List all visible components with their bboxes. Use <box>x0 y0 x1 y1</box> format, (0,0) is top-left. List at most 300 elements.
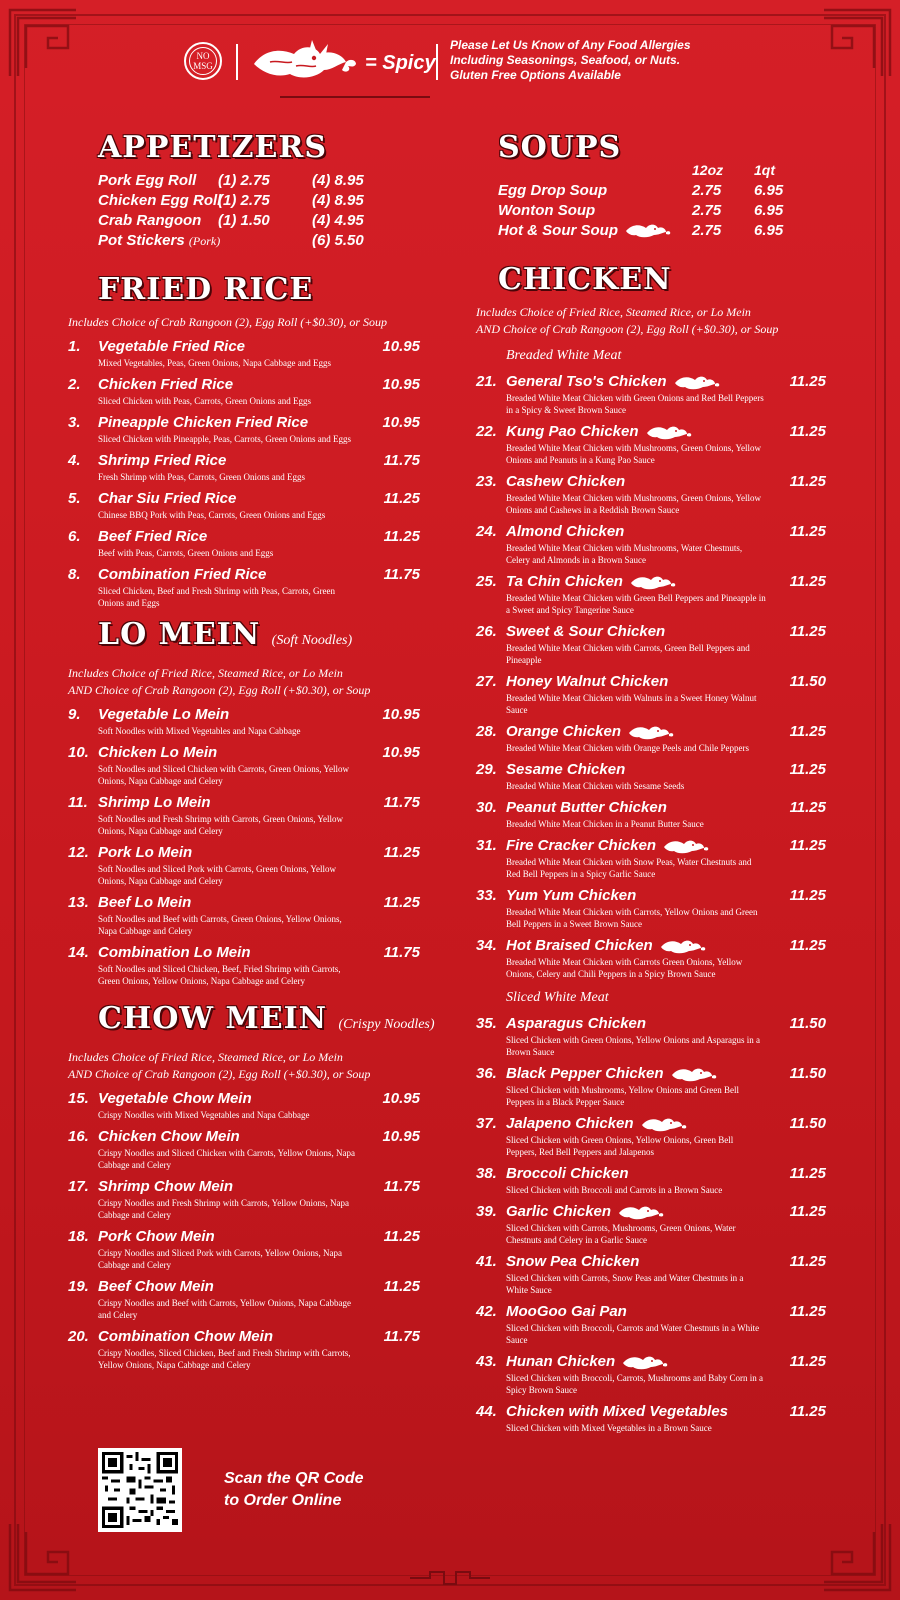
menu-item <box>476 1202 836 1246</box>
sliced-chicken-list <box>476 1014 836 1434</box>
item-price: 11.75 <box>383 1178 420 1195</box>
item-name: Beef Lo Mein <box>98 894 192 911</box>
item-description: Breaded White Meat Chicken with Mushrooms, Green Onions, Yellow Onions and Peanuts in a Kung Pao Sauce <box>506 443 762 465</box>
item-description: Breaded White Meat Chicken with Green Onions and Red Bell Peppers in a Spicy & Sweet Brown Sauce <box>506 393 764 415</box>
qr-code[interactable] <box>98 1448 182 1532</box>
item-description: Sliced Chicken with Mixed Vegetables in a Brown Sauce <box>506 1423 712 1433</box>
item-name: Sweet & Sour Chicken <box>506 623 666 640</box>
appetizer-name <box>68 191 222 209</box>
item-name: Asparagus Chicken <box>506 1015 647 1032</box>
soup-name-text: Egg Drop Soup <box>498 181 608 199</box>
menu-item <box>68 337 430 369</box>
item-name: Chicken Lo Mein <box>98 744 218 761</box>
menu-item <box>68 1177 430 1221</box>
item-name: Cashew Chicken <box>506 473 626 490</box>
item-price: 11.25 <box>383 528 420 545</box>
item-description: Mixed Vegetables, Peas, Green Onions, Napa Cabbage and Eggs <box>98 358 332 368</box>
item-price: 11.75 <box>383 1328 420 1345</box>
item-price: 11.25 <box>383 1278 420 1295</box>
item-name: Peanut Butter Chicken <box>506 799 667 816</box>
item-number: 30. <box>476 799 497 816</box>
item-number: 36. <box>476 1065 497 1082</box>
includes-line: Includes Choice of Fried Rice, Steamed Rice, or Lo Mein <box>68 1050 343 1064</box>
item-name: Garlic Chicken <box>506 1203 612 1220</box>
item-price: 11.25 <box>789 473 826 490</box>
appetizer-price-large: (4) 8.95 <box>312 171 364 189</box>
appetizer-name-text: Chicken Egg Roll <box>98 191 222 209</box>
soup-price-large: 6.95 <box>754 221 784 239</box>
item-description: Breaded White Meat Chicken with Carrots, Green Bell Peppers and Pineapple <box>506 643 750 665</box>
item-number: 41. <box>476 1253 497 1270</box>
scan-line: Scan the QR Code <box>224 1470 364 1487</box>
allergy-line: Including Seasonings, Seafood, or Nuts. <box>450 53 681 67</box>
item-row <box>98 843 430 863</box>
item-row <box>506 372 836 392</box>
item-name: Ta Chin Chicken <box>506 573 623 590</box>
item-name: Beef Fried Rice <box>98 528 208 545</box>
item-row <box>506 1352 836 1372</box>
item-number: 26. <box>476 623 497 640</box>
soup-name <box>476 221 692 239</box>
item-row <box>506 1164 836 1184</box>
item-description: Sliced Chicken with Pineapple, Peas, Carrots, Green Onions and Eggs <box>98 434 351 444</box>
menu-item <box>68 527 430 559</box>
item-description: Crispy Noodles and Sliced Pork with Carrots, Yellow Onions, Napa Cabbage and Celery <box>98 1248 342 1270</box>
item-name: MooGoo Gai Pan <box>506 1303 627 1320</box>
soup-price-large: 6.95 <box>754 181 784 199</box>
menu-item <box>476 1114 836 1158</box>
includes-line: AND Choice of Crab Rangoon (2), Egg Roll (+$0.30), or Soup <box>68 683 371 697</box>
menu-item <box>68 413 430 445</box>
item-number: 37. <box>476 1115 497 1132</box>
item-price: 11.25 <box>789 723 826 740</box>
spicy-legend: = Spicy <box>365 52 436 74</box>
item-row <box>98 1177 430 1197</box>
item-price: 10.95 <box>382 376 420 393</box>
item-price: 11.25 <box>789 1203 826 1220</box>
section-subtitle: (Crispy Noodles) <box>338 1017 435 1032</box>
item-price: 11.25 <box>789 761 826 778</box>
item-number: 43. <box>476 1353 497 1370</box>
item-name: Broccoli Chicken <box>506 1165 629 1182</box>
item-number: 19. <box>68 1278 89 1295</box>
size-label: 12oz <box>692 162 724 178</box>
item-name: Yum Yum Chicken <box>506 887 637 904</box>
item-name: Vegetable Chow Mein <box>98 1090 252 1107</box>
item-number: 3. <box>68 414 81 431</box>
appetizer-name <box>68 172 218 189</box>
soup-row <box>476 220 836 240</box>
appetizer-row <box>68 210 430 230</box>
item-description: Soft Noodles and Beef with Carrots, Green Onions, Yellow Onions, Napa Cabbage and Celery <box>98 914 342 936</box>
item-description: Breaded White Meat Chicken with Snow Peas, Water Chestnuts and Red Bell Peppers in a Spicy Garlic Sauce <box>506 857 752 879</box>
item-description: Sliced Chicken with Green Onions, Yellow Onions, Green Bell Peppers, Red Bell Peppers and Jalapenos <box>506 1135 734 1157</box>
section-title: CHICKEN <box>498 262 672 297</box>
corner-ornament <box>8 1522 78 1592</box>
soup-price-small: 2.75 <box>692 181 722 199</box>
appetizer-price-large: (6) 5.50 <box>312 231 364 249</box>
menu-item <box>68 793 430 837</box>
menu-item <box>68 743 430 787</box>
menu-item <box>476 1402 836 1434</box>
item-description: Breaded White Meat Chicken with Walnuts in a Sweet Honey Walnut Sauce <box>506 693 757 715</box>
item-row <box>506 622 836 642</box>
appetizer-name-text: Pot Stickers <box>98 231 185 249</box>
includes-note <box>68 1049 430 1083</box>
item-price: 10.95 <box>382 338 420 355</box>
item-number: 38. <box>476 1165 497 1182</box>
item-description: Sliced Chicken with Carrots, Mushrooms, Green Onions, Water Chestnuts and Celery in a Garlic Sauce <box>506 1223 736 1245</box>
allergy-line: Please Let Us Know of Any Food Allergies <box>450 38 691 52</box>
chicken-section <box>476 260 836 1434</box>
divider <box>236 44 238 80</box>
includes-line: AND Choice of Crab Rangoon (2), Egg Roll (+$0.30), or Soup <box>68 1067 371 1081</box>
menu-item <box>68 451 430 483</box>
appetizer-price-small: (1) 2.75 <box>218 191 270 209</box>
menu-item <box>476 722 836 754</box>
soup-row <box>476 200 836 220</box>
item-number: 28. <box>476 723 497 740</box>
item-row <box>98 375 430 395</box>
item-number: 11. <box>68 794 88 811</box>
dragon-spicy-icon <box>640 1115 688 1133</box>
item-row <box>98 1227 430 1247</box>
item-row <box>98 337 430 357</box>
item-description: Sliced Chicken with Peas, Carrots, Green Onions and Eggs <box>98 396 311 406</box>
item-price: 11.25 <box>789 799 826 816</box>
item-name: Orange Chicken <box>506 723 622 740</box>
item-row <box>506 1014 836 1034</box>
item-number: 8. <box>68 566 81 583</box>
soups-section <box>476 128 836 240</box>
item-number: 16. <box>68 1128 89 1145</box>
item-number: 20. <box>68 1328 89 1345</box>
includes-line: Includes Choice of Fried Rice, Steamed Rice, or Lo Mein <box>476 305 751 319</box>
item-price: 11.25 <box>383 1228 420 1245</box>
item-row <box>506 936 836 956</box>
appetizer-price-large: (4) 4.95 <box>312 211 364 229</box>
item-description: Breaded White Meat Chicken with Carrots Green Onions, Yellow Onions, Celery and Chili Peppers in a Spicy Brown Sauce <box>506 957 743 979</box>
item-description: Soft Noodles and Fresh Shrimp with Carrots, Green Onions, Yellow Onions, Napa Cabbage and Celery <box>98 814 343 836</box>
item-row <box>506 836 836 856</box>
corner-ornament <box>822 8 892 78</box>
item-price: 11.75 <box>383 794 420 811</box>
item-number: 5. <box>68 490 81 507</box>
item-row <box>506 1202 836 1222</box>
item-number: 15. <box>68 1090 89 1107</box>
appetizer-name-text: Pork Egg Roll <box>98 171 197 189</box>
item-number: 10. <box>68 744 89 761</box>
item-number: 24. <box>476 523 497 540</box>
item-price: 11.25 <box>789 887 826 904</box>
item-price: 11.50 <box>789 1065 826 1082</box>
fried-rice-section <box>68 270 430 609</box>
appetizer-price-small: (1) 2.75 <box>218 171 270 189</box>
dragon-spicy-icon <box>621 1353 669 1371</box>
dragon-spicy-icon <box>645 423 693 441</box>
soup-name <box>476 202 692 219</box>
item-description: Soft Noodles with Mixed Vegetables and Napa Cabbage <box>98 726 301 736</box>
item-row <box>98 893 430 913</box>
menu-item <box>476 836 836 880</box>
item-row <box>506 1252 836 1272</box>
soup-price-small: 2.75 <box>692 201 722 219</box>
item-description: Soft Noodles and Sliced Pork with Carrots, Green Onions, Yellow Onions, Napa Cabbage and Celery <box>98 864 336 886</box>
item-name: Shrimp Chow Mein <box>98 1178 233 1195</box>
item-price: 11.25 <box>383 844 420 861</box>
item-row <box>98 1089 430 1109</box>
item-row <box>506 422 836 442</box>
item-name: Pork Lo Mein <box>98 844 193 861</box>
menu-item <box>68 565 430 609</box>
item-name: Vegetable Lo Mein <box>98 706 230 723</box>
item-description: Sliced Chicken with Green Onions, Yellow Onions and Asparagus in a Brown Sauce <box>506 1035 760 1057</box>
soup-price-small: 2.75 <box>692 221 722 239</box>
subhead-breaded: Breaded White Meat <box>506 348 622 363</box>
chow-mein-section <box>68 999 435 1371</box>
item-price: 11.75 <box>383 452 420 469</box>
item-price: 11.25 <box>789 1403 826 1420</box>
item-price: 10.95 <box>382 414 420 431</box>
item-price: 11.25 <box>789 1353 826 1370</box>
menu-item <box>476 422 836 466</box>
size-label: 1qt <box>754 162 775 178</box>
item-number: 42. <box>476 1303 497 1320</box>
lo-mein-section <box>68 615 430 987</box>
item-row <box>506 1402 836 1422</box>
item-description: Crispy Noodles, Sliced Chicken, Beef and Fresh Shrimp with Carrots, Yellow Onions, Napa Cabbage and Celery <box>98 1348 351 1370</box>
item-price: 11.25 <box>789 523 826 540</box>
item-number: 25. <box>476 573 497 590</box>
item-price: 11.25 <box>789 1253 826 1270</box>
appetizer-price-small: (1) 1.50 <box>218 211 270 229</box>
item-number: 44. <box>476 1403 497 1420</box>
item-name: Combination Chow Mein <box>98 1328 273 1345</box>
soup-size-header <box>476 162 836 180</box>
section-title-text: CHOW MEIN <box>98 1001 328 1036</box>
menu-item <box>68 1227 430 1271</box>
item-description: Breaded White Meat Chicken with Carrots, Yellow Onions and Green Bell Peppers in a Sweet Brown Sauce <box>506 907 758 929</box>
item-price: 11.25 <box>789 1165 826 1182</box>
includes-note: Includes Choice of Crab Rangoon (2), Egg Roll (+$0.30), or Soup <box>68 315 388 329</box>
item-name: Pineapple Chicken Fried Rice <box>98 414 309 431</box>
no-msg-text: MSG <box>193 61 213 71</box>
item-name: Snow Pea Chicken <box>506 1253 640 1270</box>
item-price: 10.95 <box>382 744 420 761</box>
appetizer-note: (Pork) <box>188 233 221 248</box>
soups-list <box>476 180 836 240</box>
menu-item <box>476 1064 836 1108</box>
item-row <box>98 413 430 433</box>
menu-item <box>476 622 836 666</box>
item-row <box>98 1277 430 1297</box>
item-description: Crispy Noodles and Sliced Chicken with Carrots, Yellow Onions, Napa Cabbage and Celery <box>98 1148 355 1170</box>
item-name: General Tso's Chicken <box>506 373 667 390</box>
item-row <box>506 522 836 542</box>
appetizer-row <box>68 190 430 210</box>
item-number: 6. <box>68 528 81 545</box>
menu-item <box>68 1277 430 1321</box>
menu-item <box>476 1014 836 1058</box>
section-title-text: LO MEIN <box>98 617 261 652</box>
menu-item <box>476 572 836 616</box>
item-price: 11.50 <box>789 673 826 690</box>
dragon-spicy-icon <box>662 837 710 855</box>
dragon-spicy-icon <box>617 1203 665 1221</box>
item-row <box>98 705 430 725</box>
item-number: 21. <box>476 373 497 390</box>
section-title <box>68 999 435 1045</box>
menu-item <box>476 472 836 516</box>
section-subtitle: (Soft Noodles) <box>271 633 353 648</box>
menu-item <box>68 1327 430 1371</box>
dragon-spicy-icon <box>673 373 721 391</box>
item-row <box>98 489 430 509</box>
item-price: 11.25 <box>789 573 826 590</box>
menu-item <box>68 843 430 887</box>
item-number: 33. <box>476 887 497 904</box>
item-name: Combination Lo Mein <box>98 944 251 961</box>
menu-item <box>68 375 430 407</box>
item-price: 11.25 <box>789 623 826 640</box>
section-title: SOUPS <box>498 130 622 165</box>
no-msg-text: NO <box>196 51 210 61</box>
item-name: Kung Pao Chicken <box>506 423 639 440</box>
item-number: 14. <box>68 944 89 961</box>
item-price: 11.50 <box>789 1115 826 1132</box>
menu-item <box>476 522 836 566</box>
item-name: Hot Braised Chicken <box>506 937 653 954</box>
item-row <box>506 672 836 692</box>
item-row <box>98 1327 430 1347</box>
item-description: Chinese BBQ Pork with Peas, Carrots, Green Onions and Eggs <box>98 510 326 520</box>
item-name: Honey Walnut Chicken <box>506 673 669 690</box>
item-name: Almond Chicken <box>506 523 625 540</box>
right-column <box>476 128 836 1434</box>
item-name: Jalapeno Chicken <box>506 1115 634 1132</box>
section-title <box>68 615 430 661</box>
item-name: Char Siu Fried Rice <box>98 490 237 507</box>
item-row <box>98 943 430 963</box>
item-number: 29. <box>476 761 497 778</box>
item-row <box>506 1114 836 1134</box>
spacer <box>476 162 692 180</box>
item-price: 11.25 <box>789 423 826 440</box>
item-price: 11.75 <box>383 944 420 961</box>
subhead-sliced: Sliced White Meat <box>506 990 609 1005</box>
item-description: Breaded White Meat Chicken with Mushrooms, Green Onions, Yellow Onions and Cashews in a Reddish Brown Sauce <box>506 493 762 515</box>
item-name: Combination Fried Rice <box>98 566 267 583</box>
item-row <box>506 760 836 780</box>
includes-note <box>476 304 836 338</box>
menu-item <box>476 1252 836 1296</box>
dragon-spicy-icon <box>659 937 707 955</box>
includes-note <box>68 665 430 699</box>
item-row <box>506 886 836 906</box>
item-number: 2. <box>68 376 81 393</box>
item-row <box>506 472 836 492</box>
appetizers-list <box>68 170 430 250</box>
item-price: 11.25 <box>789 373 826 390</box>
item-name: Sesame Chicken <box>506 761 626 778</box>
item-number: 39. <box>476 1203 497 1220</box>
no-msg-badge <box>184 42 222 80</box>
item-price: 11.75 <box>383 566 420 583</box>
item-name: Vegetable Fried Rice <box>98 338 245 355</box>
appetizer-name <box>68 212 218 229</box>
item-description: Crispy Noodles and Fresh Shrimp with Carrots, Yellow Onions, Napa Cabbage and Celery <box>98 1198 349 1220</box>
item-number: 13. <box>68 894 89 911</box>
menu-item <box>68 1127 430 1171</box>
item-price: 11.25 <box>383 490 420 507</box>
menu-item <box>476 1352 836 1396</box>
allergy-notice <box>450 38 750 83</box>
item-name: Fire Cracker Chicken <box>506 837 657 854</box>
scan-qr-text <box>224 1468 364 1512</box>
item-description: Breaded White Meat Chicken in a Peanut Butter Sauce <box>506 819 704 829</box>
item-description: Fresh Shrimp with Peas, Carrots, Green Onions and Eggs <box>98 472 305 482</box>
item-number: 35. <box>476 1015 497 1032</box>
appetizer-name <box>68 231 221 249</box>
item-price: 10.95 <box>382 706 420 723</box>
item-number: 1. <box>68 338 81 355</box>
soup-name <box>476 182 692 199</box>
item-number: 17. <box>68 1178 89 1195</box>
item-number: 12. <box>68 844 89 861</box>
item-row <box>98 527 430 547</box>
fried-rice-list <box>68 337 430 609</box>
menu-item <box>68 893 430 937</box>
item-row <box>98 565 430 585</box>
menu-item <box>68 705 430 737</box>
item-row <box>98 1127 430 1147</box>
soup-name-text: Hot & Sour Soup <box>498 221 618 239</box>
item-description: Breaded White Meat Chicken with Orange Peels and Chile Peppers <box>506 743 750 753</box>
lo-mein-list <box>68 705 430 987</box>
item-row <box>98 793 430 813</box>
divider <box>436 44 438 80</box>
item-number: 23. <box>476 473 497 490</box>
left-column <box>68 128 435 1371</box>
item-description: Sliced Chicken with Broccoli, Carrots and Water Chestnuts in a White Sauce <box>506 1323 760 1345</box>
item-name: Black Pepper Chicken <box>506 1065 664 1082</box>
item-price: 10.95 <box>382 1128 420 1145</box>
chow-mein-list <box>68 1089 430 1371</box>
includes-line: AND Choice of Crab Rangoon (2), Egg Roll (+$0.30), or Soup <box>476 322 779 336</box>
item-description: Sliced Chicken with Broccoli and Carrots in a Brown Sauce <box>506 1185 723 1195</box>
item-number: 18. <box>68 1228 89 1245</box>
header <box>180 36 740 96</box>
dragon-spicy-icon <box>670 1065 718 1083</box>
soup-row <box>476 180 836 200</box>
dragon-spicy-icon <box>627 723 675 741</box>
item-name: Shrimp Fried Rice <box>98 452 227 469</box>
dragon-spicy-icon <box>629 573 677 591</box>
header-rule <box>280 96 430 98</box>
dragon-spicy-icon <box>624 221 672 239</box>
menu-item <box>476 936 836 980</box>
scan-line: to Order Online <box>224 1492 342 1509</box>
corner-ornament <box>8 8 78 78</box>
item-description: Sliced Chicken with Carrots, Snow Peas and Water Chestnuts in a White Sauce <box>506 1273 744 1295</box>
item-row <box>98 451 430 471</box>
item-description: Soft Noodles and Sliced Chicken with Carrots, Green Onions, Yellow Onions, Napa Cabbage and Celery <box>98 764 349 786</box>
item-name: Pork Chow Mein <box>98 1228 215 1245</box>
soup-name-text: Wonton Soup <box>498 201 596 219</box>
allergy-line: Gluten Free Options Available <box>450 68 621 82</box>
item-name: Chicken Chow Mein <box>98 1128 240 1145</box>
menu-item <box>476 672 836 716</box>
